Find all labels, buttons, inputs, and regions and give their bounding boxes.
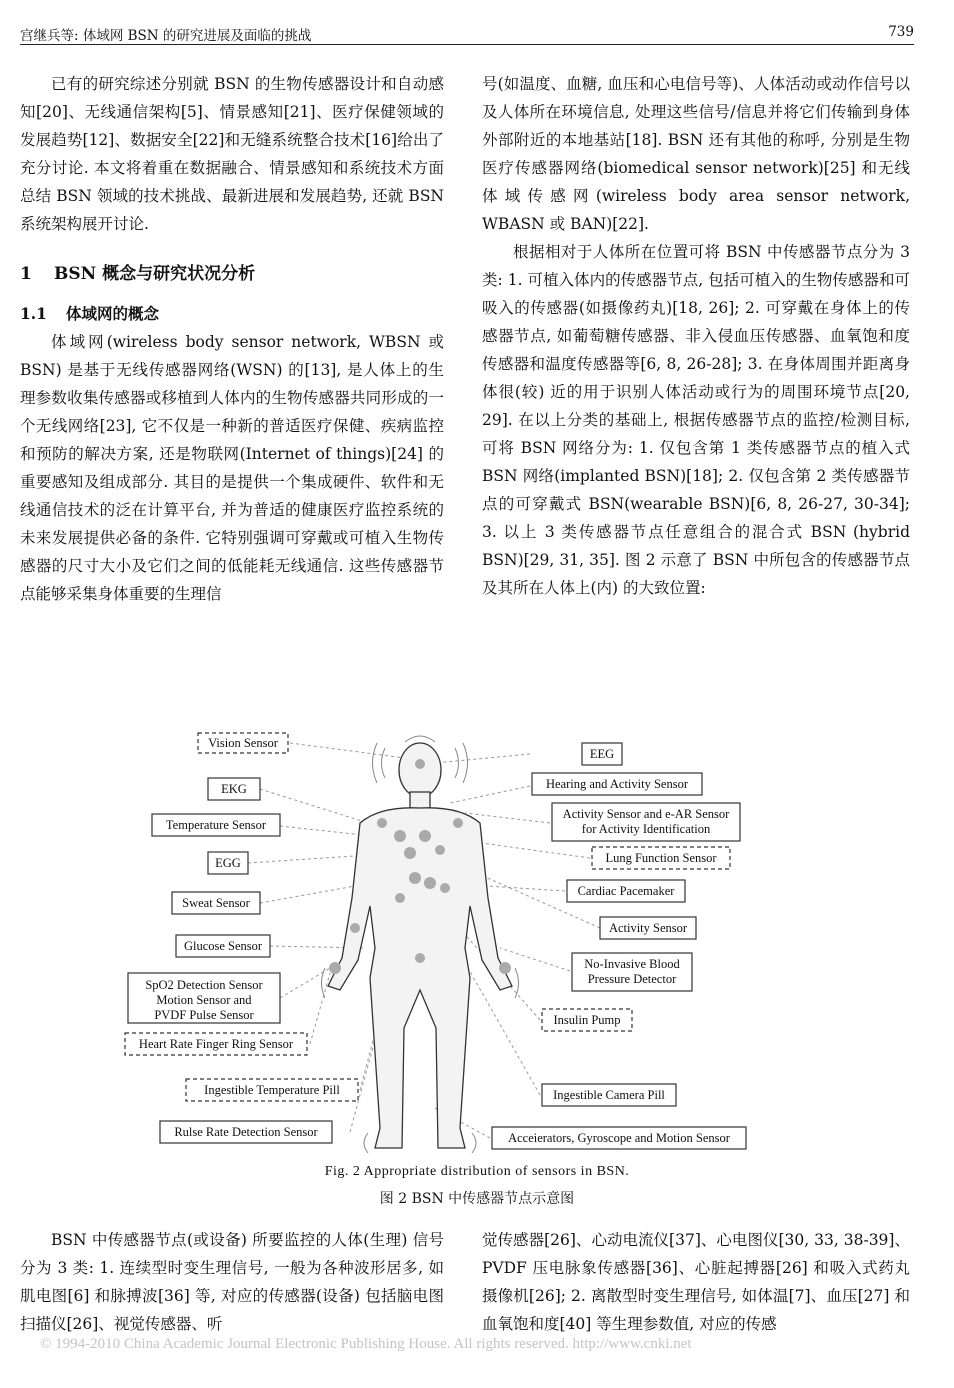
label-temperature-sensor: Temperature Sensor — [165, 818, 267, 832]
bottom-left-paragraph: BSN 中传感器节点(或设备) 所要监控的人体(生理) 信号分为 3 类: 1. 连续型时变生理信号, 一般为各种波形居多, 如肌电图[6] 和脉搏波[36] 等, 对应的传感器(设备) 包括脑电图扫描仪[26]、视觉传感器、听 — [20, 1231, 444, 1333]
label-eeg: EEG — [589, 747, 615, 761]
label-blood-pressure-line1: No-Invasive Blood — [584, 957, 680, 971]
label-activity-sensor: Activity Sensor — [608, 921, 688, 935]
label-glucose-sensor: Glucose Sensor — [183, 939, 263, 953]
label-accelerometers: Acceierators, Gyroscope and Motion Sensor — [508, 1131, 730, 1145]
label-hearing-activity: Hearing and Activity Sensor — [546, 777, 688, 791]
bottom-right-column — [482, 1226, 910, 1338]
right-paragraph-1: 号(如温度、血糖, 血压和心电信号等)、人体活动或动作信号以及人体所在环境信息, 处理这些信号/信息并将它们传输到身体外部附近的本地基站[18]. BSN 还有其他的称呼, 分别是生物医疗传感器网络(biomedical sensor network)[25] 和无线体域传感网(wireless body area sensor network, WBASN 或 BAN)[22]. — [482, 75, 910, 233]
subsection-title: 体域网的概念 — [66, 304, 160, 323]
figure-caption-english: Fig. 2 Appropriate distribution of sensors in BSN. — [324, 1164, 630, 1179]
body-paragraph: 体域网(wireless body sensor network, WBSN 或 BSN) 是基于无线传感器网络(WSN) 的[13], 是人体上的生理参数收集传感器或移植到人体内的生物传感器共同形成的一个无线网络[23], 它不仅是一种新的普适医疗保健、疾病监控和预防的解决方案, 还是物联网(Internet of things)[24] 的重要感知及组成部分. 其目的是提供一个集成硬件、软件和无线通信技术的泛在计算平台, 并为普适的健康医疗监控系统的未来发展提供必备的条件. 它特别强调可穿戴或可植入生物传感器的尺寸大小及它们之间的低能耗无线通信. 这些传感器节点能够采集身体重要的生理信 — [20, 333, 444, 603]
label-pulse-rate-sensor: Rulse Rate Detection Sensor — [174, 1125, 318, 1139]
section-title: BSN 概念与研究状况分析 — [54, 264, 256, 284]
bottom-right-paragraph: 觉传感器[26]、心动电流仪[37]、心电图仪[30, 33, 38-39]、PVDF 压电脉象传感器[36]、心脏起搏器[26] 和吸入式药丸摄像机[26]; 2. 离散型时变生理信号, 如体温[7]、血压[27] 和血氧饱和度[40] 等生理参数值, 对应的传感 — [482, 1231, 910, 1333]
page-number: 739 — [888, 24, 914, 40]
section-number: 1 — [20, 264, 32, 284]
figure-svg — [120, 728, 840, 1153]
label-ingestible-temp-pill: Ingestible Temperature Pill — [204, 1083, 340, 1097]
label-sweat-sensor: Sweat Sensor — [182, 896, 250, 910]
label-cardiac-pacemaker: Cardiac Pacemaker — [577, 884, 675, 898]
subsection-heading — [20, 300, 444, 328]
label-spo2-line1: SpO2 Detection Sensor — [145, 978, 263, 992]
running-header — [20, 18, 914, 45]
label-heart-rate-ring: Heart Rate Finger Ring Sensor — [138, 1037, 294, 1051]
label-activity-ear-line1: Activity Sensor and e-AR Sensor — [562, 807, 730, 821]
intro-paragraph: 已有的研究综述分别就 BSN 的生物传感器设计和自动感知[20]、无线通信架构[5]、情景感知[21]、医疗保健领域的发展趋势[12]、数据安全[22]和无缝系统整合技术[16]给出了充分讨论. 本文将着重在数据融合、情景感知和系统技术方面总结 BSN 领域的技术挑战、最新进展和发展趋势, 还就 BSN 系统架构展开讨论. — [20, 75, 444, 233]
label-blood-pressure-line2: Pressure Detector — [587, 972, 677, 986]
left-column — [20, 70, 444, 608]
right-paragraph-2: 根据相对于人体所在位置可将 BSN 中传感器节点分为 3 类: 1. 可植入体内的传感器节点, 包括可植入的生物传感器和可吸入的传感器(如摄像药丸)[18, 26]; 2. 可穿戴在身体上的传感器节点, 如葡萄糖传感器、非入侵血压传感器、血氧饱和度传感器和温度传感器等[6, 8, 26-28]; 3. 在身体周围并距离身体很(较) 近的用于识别人体活动或行为的周围环境节点[20, 29]. 在以上分类的基础上, 根据传感器节点的监控/检测目标, 可将 BSN 网络分为: 1. 仅包含第 1 类传感器节点的植入式 BSN 网络(implanted BSN)[18]; 2. 仅包含第 2 类传感器节点的可穿戴式 BSN(wearable BSN)[6, 8, 26-27, 30-34]; 3. 以上 3 类传感器节点任意组合的混合式 BSN (hybrid BSN)[29, 31, 35]. 图 2 示意了 BSN 中所包含的传感器节点及其所在人体上(内) 的大致位置: — [482, 243, 910, 597]
label-spo2-line3: PVDF Pulse Sensor — [154, 1008, 254, 1022]
label-activity-ear-line2: for Activity Identification — [581, 822, 711, 836]
label-insulin-pump: Insulin Pump — [553, 1013, 621, 1027]
figure-caption-chinese: 图 2 BSN 中传感器节点示意图 — [379, 1191, 575, 1207]
bottom-left-column — [20, 1226, 444, 1338]
right-column — [482, 70, 910, 602]
label-spo2-line2: Motion Sensor and — [156, 993, 252, 1007]
copyright-footer: © 1994-2010 China Academic Journal Electronic Publishing House. All rights reserved. http://www.cnki.net — [40, 1336, 692, 1352]
section-heading — [20, 260, 444, 288]
label-vision-sensor: Vision Sensor — [208, 736, 278, 750]
running-title: 宫继兵等: 体域网 BSN 的研究进展及面临的挑战 — [20, 28, 312, 44]
subsection-number: 1.1 — [20, 304, 47, 323]
label-egg: EGG — [215, 856, 241, 870]
sensor-distribution-figure — [120, 728, 840, 1153]
label-lung-function: Lung Function Sensor — [605, 851, 717, 865]
label-ingestible-camera-pill: Ingestible Camera Pill — [553, 1088, 665, 1102]
label-ekg: EKG — [221, 782, 247, 796]
